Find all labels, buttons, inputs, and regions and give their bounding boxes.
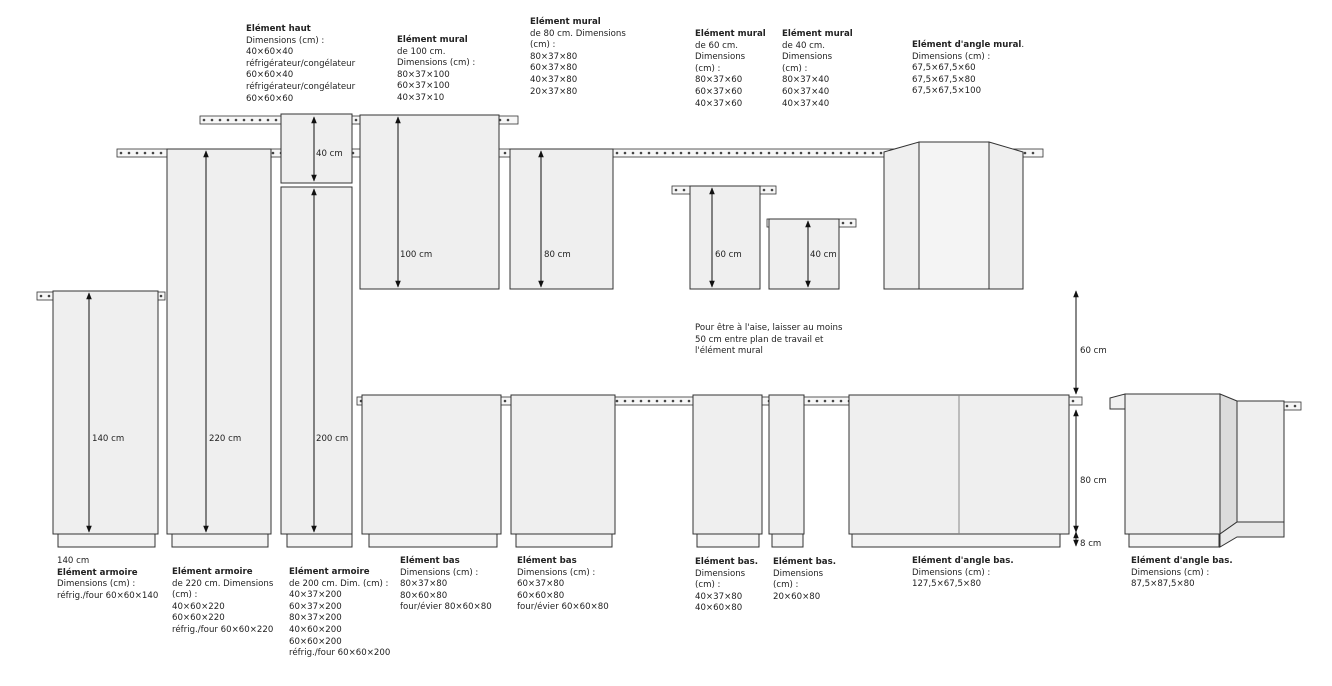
rail-hole <box>840 400 843 403</box>
label-line: de 200 cm. Dim. (cm) : <box>289 578 389 589</box>
rail-hole <box>664 400 667 403</box>
rail-hole <box>203 119 206 122</box>
wall-cabinet-60 <box>690 186 760 289</box>
label-line: 87,5×87,5×80 <box>1131 579 1195 590</box>
rail-hole <box>840 152 843 155</box>
label-title: Elément bas. <box>695 557 758 567</box>
rail-hole <box>235 119 238 122</box>
rail-hole <box>259 119 262 122</box>
rail <box>1283 402 1301 410</box>
rail-hole <box>776 152 779 155</box>
advice-line: 50 cm entre plan de travail et <box>695 334 824 345</box>
label-line: 67,5×67,5×60 <box>912 63 976 74</box>
label-title: Elément bas. <box>773 557 836 567</box>
label-line: 40×60×200 <box>289 624 342 635</box>
rail-hole <box>152 152 155 155</box>
rail-hole <box>688 400 691 403</box>
rail-hole <box>880 152 883 155</box>
title-text: Elément d'angle mural <box>912 40 1022 50</box>
label-line: 20×60×80 <box>773 591 821 602</box>
label-line: de 40 cm. <box>782 40 825 51</box>
rail-hole <box>664 152 667 155</box>
dim-label: 40 cm <box>316 149 343 159</box>
label-base-40 <box>695 557 758 615</box>
dim-label: 60 cm <box>1080 346 1107 356</box>
label-line: de 220 cm. Dimensions <box>172 578 274 589</box>
advice-note <box>695 323 842 358</box>
label-title: Elément mural <box>397 35 468 45</box>
rail-hole <box>1294 405 1297 408</box>
plinth <box>852 534 1060 547</box>
label-line: Dimensions (cm) : <box>57 579 136 590</box>
plinth <box>369 534 497 547</box>
rail-hole <box>275 119 278 122</box>
label-line: (cm) : <box>695 580 721 591</box>
label-line: (cm) : <box>695 63 721 74</box>
base-cabinet-80a <box>362 395 501 534</box>
advice-line: Pour être à l'aise, laisser au moins <box>695 323 843 333</box>
rail-hole <box>672 400 675 403</box>
label-line: réfrigérateur/congélateur <box>246 81 356 92</box>
label-line: 40×37×60 <box>695 98 743 109</box>
rail-hole <box>648 152 651 155</box>
label-line: de 60 cm. <box>695 40 738 51</box>
rail-hole <box>616 152 619 155</box>
rail-hole <box>760 152 763 155</box>
label-line: Dimensions <box>695 52 746 63</box>
base-cabinet-20 <box>769 395 804 534</box>
label-line: 60×60×60 <box>246 93 294 104</box>
label-line: Dimensions <box>695 568 746 579</box>
rail-hole <box>624 152 627 155</box>
rail-hole <box>640 152 643 155</box>
base-cabinet-40 <box>693 395 762 534</box>
dim-label: 200 cm <box>316 434 349 444</box>
label-title: Elément armoire <box>57 567 138 578</box>
rail-hole <box>1286 405 1289 408</box>
label-armoire-220 <box>172 567 273 637</box>
label-line: 60×60×40 <box>246 70 294 81</box>
rail-hole <box>624 400 627 403</box>
rail-hole <box>136 152 139 155</box>
label-line: réfrig./four 60×60×140 <box>57 590 159 601</box>
wall-cabinet-100 <box>360 115 499 289</box>
label-line: (cm) : <box>172 590 198 601</box>
label-base-corner-2 <box>1131 556 1233 591</box>
rail-hole <box>832 152 835 155</box>
plinths <box>58 534 1219 547</box>
rail-hole <box>1072 400 1075 403</box>
label-line: 40×37×10 <box>397 92 445 103</box>
rail-hole <box>816 400 819 403</box>
rail-hole <box>872 152 875 155</box>
rail-hole <box>1024 152 1027 155</box>
label-line: 60×37×80 <box>517 579 565 590</box>
label-line: 80×37×80 <box>400 579 448 590</box>
label-line: de 80 cm. Dimensions <box>530 28 626 39</box>
label-line: 40×37×80 <box>695 591 743 602</box>
rail-hole <box>842 222 845 225</box>
label-title: Elément mural <box>695 29 766 39</box>
dim-label: 60 cm <box>715 250 742 260</box>
rail-hole <box>736 152 739 155</box>
rail-hole <box>251 119 254 122</box>
label-base-80a <box>400 556 492 614</box>
dim-label: 80 cm <box>544 250 571 260</box>
rail-hole <box>267 119 270 122</box>
rail-hole <box>1032 152 1035 155</box>
rail-hole <box>672 152 675 155</box>
label-line: 60×37×40 <box>782 86 830 97</box>
label-line: 40×37×40 <box>782 98 830 109</box>
label-line: 60×60×200 <box>289 636 342 647</box>
label-title: Elément mural <box>530 17 601 27</box>
label-line: réfrig./four 60×60×220 <box>172 624 274 635</box>
rail-hole <box>824 152 827 155</box>
plinth <box>772 534 803 547</box>
rail-hole <box>616 400 619 403</box>
label-line: 80×37×60 <box>695 75 743 86</box>
rail-hole <box>792 152 795 155</box>
label-line: Dimensions (cm) : <box>912 567 991 578</box>
rail-hole <box>752 152 755 155</box>
label-line: 40×60×40 <box>246 47 294 58</box>
label-line: Dimensions (cm) : <box>1131 567 1210 578</box>
label-armoire-140 <box>57 556 158 602</box>
rail-hole <box>144 152 147 155</box>
rail-hole <box>712 152 715 155</box>
label-line: de 100 cm. <box>397 46 446 57</box>
tall-cabinet-200 <box>281 187 352 534</box>
label-line: 60×37×80 <box>530 63 578 74</box>
rail-hole <box>675 189 678 192</box>
label-line: 140 cm <box>57 556 90 566</box>
label-line: 80×37×200 <box>289 613 342 624</box>
label-line: 40×37×200 <box>289 590 342 601</box>
rail-hole <box>864 152 867 155</box>
rail-hole <box>720 152 723 155</box>
label-title <box>912 40 1024 52</box>
rail-hole <box>768 152 771 155</box>
label-base-20 <box>773 557 836 603</box>
plinth <box>1129 534 1219 547</box>
dim-label: 80 cm <box>1080 476 1107 486</box>
label-line: 60×60×80 <box>517 590 565 601</box>
rail-hole <box>632 152 635 155</box>
label-line: four/évier 80×60×80 <box>400 602 492 613</box>
rail-hole <box>128 152 131 155</box>
rail-hole <box>816 152 819 155</box>
label-line: 40×60×80 <box>695 603 743 614</box>
label-line: 60×37×60 <box>695 86 743 97</box>
dim-label: 40 cm <box>810 250 837 260</box>
title-suffix: . <box>1021 40 1025 50</box>
label-line: Dimensions (cm) : <box>517 567 596 578</box>
rail-hole <box>728 152 731 155</box>
label-line: 40×37×80 <box>530 74 578 85</box>
rail-hole <box>763 189 766 192</box>
label-line: 40×60×220 <box>172 601 225 612</box>
label-line: 67,5×67,5×100 <box>912 86 982 97</box>
label-line: Dimensions (cm) : <box>246 35 325 46</box>
label-title: Elément d'angle bas. <box>912 556 1014 566</box>
label-line: (cm) : <box>782 63 808 74</box>
dim-label: 140 cm <box>92 434 125 444</box>
rail-hole <box>856 152 859 155</box>
label-line: 127,5×67,5×80 <box>912 579 982 590</box>
plinth <box>516 534 612 547</box>
label-line: réfrigérateur/congélateur <box>246 58 356 69</box>
label-base-80b <box>517 556 609 614</box>
label-wall-80 <box>530 17 626 98</box>
base-cabinet-80b <box>511 395 615 534</box>
label-line: 67,5×67,5×80 <box>912 74 976 85</box>
rail-hole <box>824 400 827 403</box>
rail-hole <box>160 295 163 298</box>
plinth <box>697 534 759 547</box>
rail-hole <box>640 400 643 403</box>
label-line: 80×60×80 <box>400 590 448 601</box>
label-wall-tall <box>246 24 355 105</box>
label-wall-60 <box>695 29 766 110</box>
rail-hole <box>680 152 683 155</box>
rail-hole <box>219 119 222 122</box>
rail-hole <box>808 152 811 155</box>
rail-hole <box>800 152 803 155</box>
label-title: Elément mural <box>782 29 853 39</box>
label-title: Elément bas <box>400 556 460 566</box>
rail-hole <box>227 119 230 122</box>
tall-cabinet-140 <box>53 291 158 534</box>
advice-line: l'élément mural <box>695 346 763 357</box>
label-line: Dimensions (cm) : <box>397 58 476 69</box>
label-line: 80×37×40 <box>782 75 830 86</box>
label-line: (cm) : <box>530 40 556 51</box>
label-line: Dimensions <box>782 52 833 63</box>
label-line: four/évier 60×60×80 <box>517 602 609 613</box>
plinth <box>172 534 268 547</box>
rail-hole <box>355 119 358 122</box>
label-line: réfrig./four 60×60×200 <box>289 648 391 659</box>
tall-cabinet-220 <box>167 149 271 534</box>
label-line: (cm) : <box>773 580 799 591</box>
label-wall-corner <box>912 40 1024 98</box>
wall-cabinet-80 <box>510 149 613 289</box>
rail-hole <box>504 152 507 155</box>
base-corner-cabinet-87 <box>1110 394 1284 547</box>
plinth <box>58 534 155 547</box>
rail-hole <box>272 152 275 155</box>
rail-hole <box>688 152 691 155</box>
rail-hole <box>850 222 853 225</box>
plinth <box>287 534 352 547</box>
label-line: 60×37×200 <box>289 601 342 612</box>
rail-hole <box>243 119 246 122</box>
label-title: Elément bas <box>517 556 577 566</box>
rail-hole <box>848 152 851 155</box>
label-wall-100 <box>397 35 475 105</box>
label-title: Elément haut <box>246 24 311 34</box>
rail-hole <box>744 152 747 155</box>
label-title: Elément d'angle bas. <box>1131 556 1233 566</box>
dim-label: 220 cm <box>209 434 242 444</box>
label-line: 80×37×100 <box>397 69 450 80</box>
label-line: 20×37×80 <box>530 86 578 97</box>
label-wall-40 <box>782 29 853 110</box>
rail-hole <box>160 152 163 155</box>
label-line: Dimensions (cm) : <box>400 567 479 578</box>
rail-hole <box>683 189 686 192</box>
label-line: 80×37×80 <box>530 51 578 62</box>
rail-hole <box>507 119 510 122</box>
rail-hole <box>656 152 659 155</box>
rail-hole <box>832 400 835 403</box>
rail-hole <box>771 189 774 192</box>
rail-hole <box>211 119 214 122</box>
dim-label: 100 cm <box>400 250 433 260</box>
rail-hole <box>48 295 51 298</box>
dim-label: 8 cm <box>1080 539 1102 549</box>
label-title: Elément armoire <box>289 567 370 577</box>
rail-hole <box>632 400 635 403</box>
rail-hole <box>40 295 43 298</box>
label-base-corner <box>912 556 1014 591</box>
label-line: Dimensions <box>773 568 824 579</box>
label-armoire-200 <box>289 567 390 660</box>
rail-hole <box>696 152 699 155</box>
label-line: 60×37×100 <box>397 81 450 92</box>
wall-corner-cabinet <box>884 142 1023 289</box>
rail-hole <box>120 152 123 155</box>
label-line: 60×60×220 <box>172 613 225 624</box>
label-title: Elément armoire <box>172 567 253 577</box>
rail-hole <box>704 152 707 155</box>
label-line: Dimensions (cm) : <box>912 51 991 62</box>
rail-hole <box>808 400 811 403</box>
rail-hole <box>504 400 507 403</box>
rail-hole <box>680 400 683 403</box>
rail-hole <box>656 400 659 403</box>
rail-hole <box>648 400 651 403</box>
rail-hole <box>784 152 787 155</box>
